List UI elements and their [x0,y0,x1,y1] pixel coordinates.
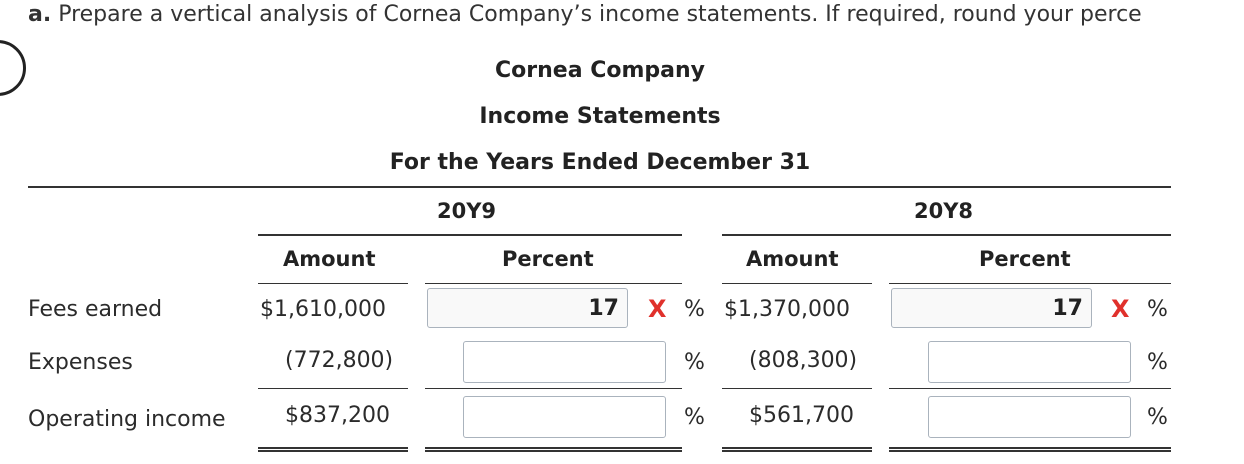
col-rule-percent-20y9 [425,283,682,284]
year-header-20y8: 20Y8 [914,199,974,223]
percent-sign: % [1147,297,1168,322]
total-double-rule-percent-20y9 [425,447,682,452]
row-label-fees-earned: Fees earned [28,297,163,322]
col-amount-20y8: Amount [746,247,839,271]
subtotal-rule-percent-20y8 [889,388,1171,389]
expenses-percent-input-20y8[interactable] [928,341,1131,383]
company-name: Cornea Company [495,58,705,83]
total-double-rule-percent-20y8 [889,447,1171,452]
total-double-rule-amount-20y9 [258,447,408,452]
row-label-operating-income: Operating income [28,407,226,432]
col-rule-amount-20y9 [258,283,408,284]
incorrect-mark-icon: X [648,295,667,323]
fees-percent-input-20y8[interactable] [891,288,1092,328]
header-rule [28,186,1171,188]
total-double-rule-amount-20y8 [722,447,872,452]
instruction-text [28,2,1142,27]
operating-income-amount-20y9: $837,200 [285,403,390,428]
percent-sign: % [684,297,705,322]
step-circle-icon [0,40,26,96]
expenses-percent-input-20y9[interactable] [463,341,666,383]
row-label-expenses: Expenses [28,350,133,375]
year-rule-20y9 [258,234,682,236]
fees-amount-20y8: $1,370,000 [724,297,850,322]
statement-period: For the Years Ended December 31 [389,150,811,175]
percent-sign: % [684,350,705,375]
col-percent-20y8: Percent [979,247,1071,271]
subtotal-rule-amount-20y9 [258,388,408,389]
year-rule-20y8 [722,234,1171,236]
subtotal-rule-percent-20y9 [425,388,682,389]
incorrect-mark-icon: X [1111,295,1130,323]
year-header-20y9: 20Y9 [437,199,497,223]
subtotal-rule-amount-20y8 [722,388,872,389]
instruction-body: Prepare a vertical analysis of Cornea Company’s income statements. If required, round your perce [58,2,1142,27]
fees-percent-input-20y9[interactable] [427,288,628,328]
expenses-amount-20y9: (772,800) [285,348,394,373]
instruction-prefix: a. [28,2,52,27]
col-rule-amount-20y8 [722,283,872,284]
expenses-amount-20y8: (808,300) [749,348,858,373]
statement-title: Income Statements [479,104,721,129]
percent-sign: % [1147,405,1168,430]
operating-income-percent-input-20y8[interactable] [928,396,1131,438]
operating-income-amount-20y8: $561,700 [749,403,854,428]
fees-amount-20y9: $1,610,000 [260,297,386,322]
percent-sign: % [1147,350,1168,375]
col-percent-20y9: Percent [502,247,594,271]
col-amount-20y9: Amount [283,247,376,271]
operating-income-percent-input-20y9[interactable] [463,396,666,438]
col-rule-percent-20y8 [889,283,1171,284]
percent-sign: % [684,405,705,430]
